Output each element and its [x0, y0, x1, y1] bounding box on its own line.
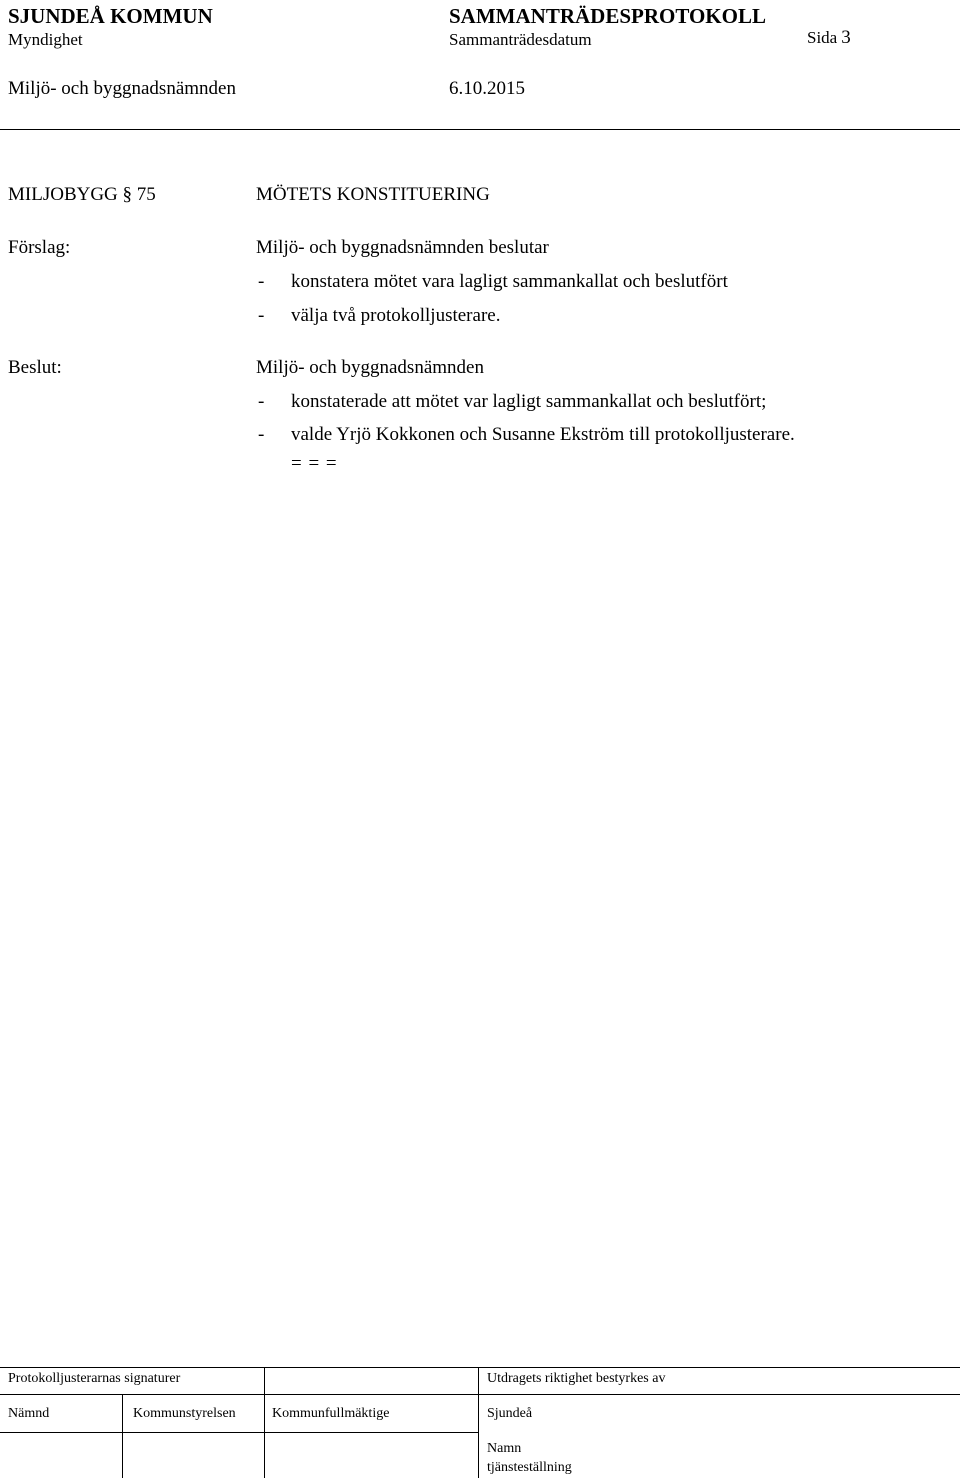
- place-name: Sjundeå: [487, 1406, 533, 1421]
- header-divider: [0, 129, 960, 130]
- position-label: tjänsteställning: [487, 1460, 572, 1475]
- document-type: SAMMANTRÄDESPROTOKOLL: [449, 4, 766, 28]
- end-mark: = = =: [291, 453, 338, 474]
- authority-name: Miljö- och byggnadsnämnden: [8, 78, 236, 99]
- decision-item: valde Yrjö Kokkonen och Susanne Ekström till protokolljusterare.: [291, 424, 795, 445]
- column-kommunstyrelsen: Kommunstyrelsen: [133, 1406, 236, 1421]
- section-symbol: §: [122, 184, 133, 205]
- section-reference: [8, 184, 156, 206]
- footer-divider-left: [264, 1367, 265, 1478]
- decision-item-dash: -: [258, 391, 265, 412]
- section-title: MÖTETS KONSTITUERING: [256, 184, 490, 205]
- footer-row-rule: [0, 1394, 960, 1395]
- column-kommunfullmaktige: Kommunfullmäktige: [272, 1406, 390, 1421]
- decision-intro: Miljö- och byggnadsnämnden: [256, 357, 484, 378]
- column-namnd: Nämnd: [8, 1406, 50, 1421]
- proposal-label: Förslag:: [8, 237, 71, 258]
- footer-top-rule: [0, 1367, 960, 1368]
- proposal-intro: Miljö- och byggnadsnämnden beslutar: [256, 237, 549, 258]
- meeting-date-label: Sammanträdesdatum: [449, 30, 592, 49]
- certified-label: Utdragets riktighet bestyrkes av: [487, 1371, 666, 1386]
- decision-item: konstaterade att mötet var lagligt sammankallat och beslutfört;: [291, 391, 767, 412]
- name-label: Namn: [487, 1441, 522, 1456]
- footer-divider-right: [478, 1367, 479, 1478]
- org-name: SJUNDEÅ KOMMUN: [8, 4, 213, 28]
- authority-label: Myndighet: [8, 30, 83, 49]
- footer-col-divider: [122, 1395, 123, 1478]
- page-label: Sida: [807, 28, 838, 47]
- signatures-label: Protokolljusterarnas signaturer: [8, 1371, 181, 1386]
- proposal-item: välja två protokolljusterare.: [291, 305, 501, 326]
- decision-item-dash: -: [258, 424, 265, 445]
- page-number: 3: [841, 27, 851, 48]
- proposal-item-dash: -: [258, 305, 265, 326]
- decision-label: Beslut:: [8, 357, 62, 378]
- footer-sign-rule: [0, 1432, 478, 1433]
- proposal-item-dash: -: [258, 271, 265, 292]
- section-code: MILJOBYGG: [8, 184, 118, 205]
- section-number: 75: [136, 184, 156, 205]
- page-indicator: [807, 27, 851, 49]
- proposal-item: konstatera mötet vara lagligt sammankallat och beslutfört: [291, 271, 728, 292]
- meeting-date: 6.10.2015: [449, 78, 525, 99]
